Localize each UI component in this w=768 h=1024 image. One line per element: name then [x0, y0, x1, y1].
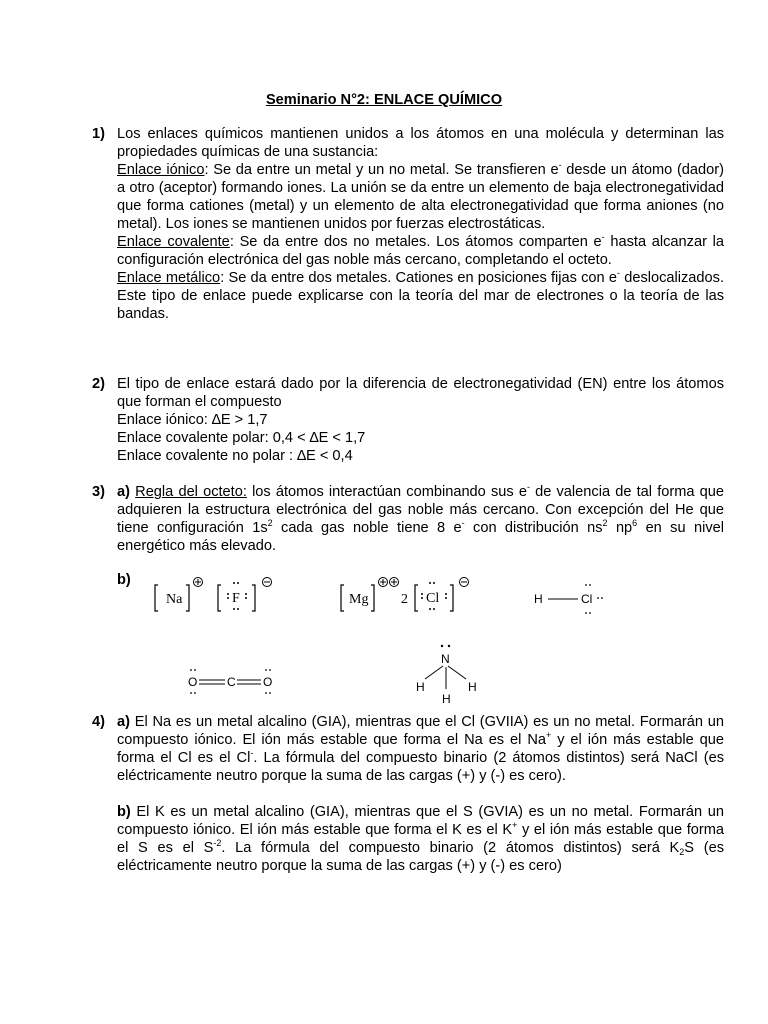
ionic-paragraph: Enlace iónico: Se da entre un metal y un no metal. Se transfieren e- desde un átomo (dador) a otro (aceptor) formando iones. La unión se da entre un elemento de baja electronegatividad que forma cationes (metal) y un elemento de alta electronegatividad que forma aniones (no metal). Los iones se mantienen unidos por fuerzas electrostáticas. — [117, 160, 724, 232]
section-number: 1) — [92, 126, 105, 142]
ionic-label: Enlace iónico — [117, 162, 205, 178]
metallic-label: Enlace metálico — [117, 270, 221, 286]
h-symbol: H — [468, 680, 477, 694]
section-number: 4) — [92, 714, 105, 730]
page-title: Seminario N°2: ENLACE QUÍMICO — [265, 92, 503, 108]
h-symbol: H — [442, 692, 451, 706]
section-1 — [92, 125, 724, 323]
section-2 — [92, 375, 724, 465]
naf-lewis-structure — [155, 578, 272, 612]
o-symbol: O — [188, 675, 198, 689]
covalent-label: Enlace covalente — [117, 234, 230, 250]
section-4 — [92, 713, 724, 875]
lewis-structures — [0, 565, 768, 715]
mg-symbol: Mg — [349, 592, 369, 607]
section-number: 3) — [92, 484, 105, 500]
section-2-body — [117, 375, 724, 465]
c-symbol: C — [227, 675, 236, 689]
part-b-paragraph: b) El K es un metal alcalino (GIA), mientras que el S (GVIA) es un no metal. Formarán un compuesto iónico. El ión más estable que forma el K es el K+ y el ión más estable que forma el S es el $S^{-2}$. La fórmula del compuesto binario (2 átomos distintos) será $K_2S$ (es eléctricamente neutro porque la suma de las cargas (+) y (-) es cero) — [117, 804, 725, 874]
o-symbol: O — [263, 675, 273, 689]
intro-text: Los enlaces químicos mantienen unidos a los átomos en una molécula y determinan las propiedades químicas de una sustancia: — [117, 126, 724, 160]
covalent-paragraph: Enlace covalente: Se da entre dos no metales. Los átomos comparten e- hasta alcanzar la configuración electrónica del gas noble más cercano, completando el octeto. — [117, 232, 724, 268]
section-4-body — [117, 713, 724, 875]
part-b-label: b) — [117, 572, 131, 588]
hcl-lewis-structure — [534, 584, 603, 614]
f-symbol: F — [232, 591, 240, 606]
nh3-lewis-structure — [416, 645, 477, 706]
n-symbol: N — [441, 652, 450, 666]
coefficient-two: 2 — [401, 592, 408, 607]
mgcl2-lewis-structure — [341, 578, 469, 612]
section-number: 2) — [92, 376, 105, 392]
metallic-paragraph: Enlace metálico: Se da entre dos metales. Cationes en posiciones fijas con e- deslocalizados. Este tipo de enlace puede explicarse con la teoría del mar de electrones o la teoría de las bandas. — [117, 268, 724, 322]
h-symbol: H — [416, 680, 425, 694]
part-a-paragraph: a) El Na es un metal alcalino (GIA), mientras que el Cl (GVIIA) es un no metal. Formarán un compuesto iónico. El ión más estable que forma el Na es el Na+ y el ión más estable que forma el Cl es el Cl-. La fórmula del compuesto binario (2 átomos distintos) será NaCl (es eléctricamente neutro porque la suma de las cargas (+) y (-) es cero). — [117, 714, 724, 784]
polar-range: Enlace covalente polar: 0,4 < ∆E < 1,7 — [117, 430, 366, 446]
cl-symbol: Cl — [581, 592, 593, 606]
cl-symbol: Cl — [426, 591, 440, 606]
co2-lewis-structure — [188, 669, 272, 694]
ionic-range: Enlace iónico: ∆E > 1,7 — [117, 412, 268, 428]
h-symbol: H — [534, 592, 543, 606]
na-symbol: Na — [166, 592, 183, 607]
section-1-body — [117, 125, 724, 323]
octet-rule-label: Regla del octeto: — [135, 484, 247, 500]
nonpolar-range: Enlace covalente no polar : ∆E < 0,4 — [117, 448, 353, 464]
section-3 — [92, 483, 724, 555]
section-3-body: a) Regla del octeto: los átomos interactúan combinando sus e- de valencia de tal forma que adquieren la estructura electrónica del gas noble más cercano. Con excepción del He que tiene configuración $1s^2$ cada gas noble tiene 8 e- con distribución $ns^2$ $np^6$ en su nivel energético más elevado. — [117, 482, 725, 554]
intro-text: El tipo de enlace estará dado por la diferencia de electronegatividad (EN) entre los átomos que forman el compuesto — [117, 376, 724, 410]
